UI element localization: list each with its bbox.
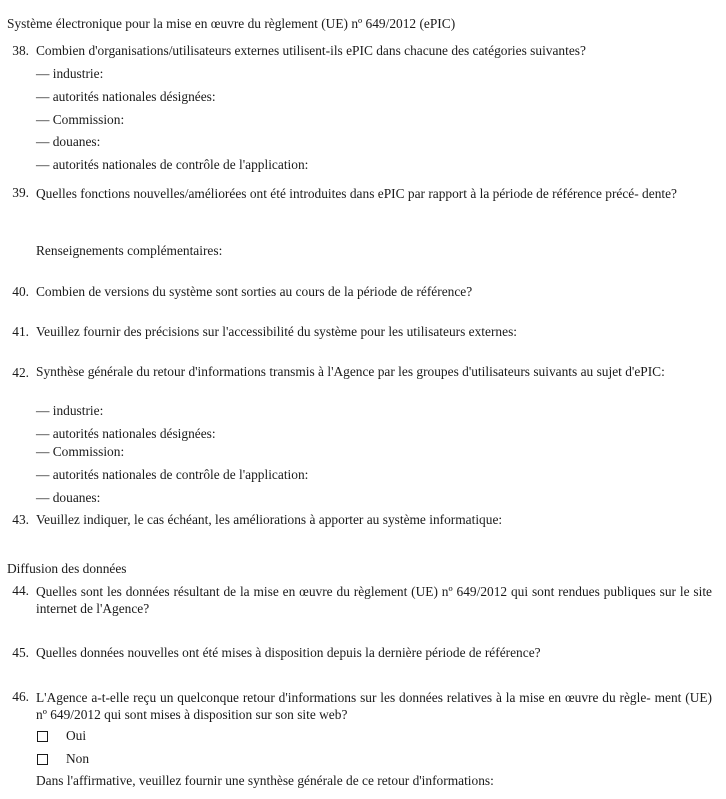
checkbox-non[interactable] xyxy=(37,754,48,765)
q38-item-commission: — Commission: xyxy=(36,112,125,127)
question-42-number: 42. xyxy=(12,365,29,380)
question-46-number: 46. xyxy=(12,689,29,704)
q42-item-autorites-controle: — autorités nationales de contrôle de l'application: xyxy=(36,467,309,482)
question-41-text: Veuillez fournir des précisions sur l'accessibilité du système pour les utilisateurs externes: xyxy=(36,324,518,339)
question-45-number: 45. xyxy=(12,645,29,660)
question-44-number: 44. xyxy=(12,583,29,598)
question-43-number: 43. xyxy=(12,512,29,527)
question-46-followup: Dans l'affirmative, veuillez fournir une synthèse générale de ce retour d'informations: xyxy=(36,773,494,788)
q38-item-autorites-designees: — autorités nationales désignées: xyxy=(36,89,216,104)
q38-item-autorites-controle: — autorités nationales de contrôle de l'application: xyxy=(36,157,309,172)
question-45-text: Quelles données nouvelles ont été mises à disposition depuis la dernière période de référence? xyxy=(36,645,541,660)
page-header: Système électronique pour la mise en œuvre du règlement (UE) nº 649/2012 (ePIC) xyxy=(7,16,456,31)
question-41-number: 41. xyxy=(12,324,29,339)
q42-item-autorites-designees: — autorités nationales désignées: xyxy=(36,426,216,441)
q42-item-commission: — Commission: xyxy=(36,444,125,459)
q38-item-industrie: — industrie: xyxy=(36,66,104,81)
checkbox-non-label: Non xyxy=(66,751,90,766)
question-39-extra: Renseignements complémentaires: xyxy=(36,243,223,258)
question-39-text: Quelles fonctions nouvelles/améliorées ont été introduites dans ePIC par rapport à la période de référence précé- dente? xyxy=(36,186,677,201)
question-39-number: 39. xyxy=(12,185,29,200)
question-38-text: Combien d'organisations/utilisateurs externes utilisent-ils ePIC dans chacune des catégories suivantes? xyxy=(36,43,586,58)
q38-item-douanes: — douanes: xyxy=(36,134,101,149)
question-38-number: 38. xyxy=(12,43,29,58)
question-43-text: Veuillez indiquer, le cas échéant, les améliorations à apporter au système informatique: xyxy=(36,512,503,527)
question-40-number: 40. xyxy=(12,284,29,299)
q42-item-douanes: — douanes: xyxy=(36,490,101,505)
question-40-text: Combien de versions du système sont sorties au cours de la période de référence? xyxy=(36,284,473,299)
checkbox-oui[interactable] xyxy=(37,731,48,742)
question-44-text: Quelles sont les données résultant de la mise en œuvre du règlement (UE) nº 649/2012 qui sont rendues publiques sur le site internet de l'Agence? xyxy=(36,584,712,616)
section-title: Diffusion des données xyxy=(7,561,127,576)
question-46-text: L'Agence a-t-elle reçu un quelconque retour d'informations sur les données relatives à la mise en œuvre du règle- ment (UE) nº 649/2012 qui sont mises à disposition sur son site web? xyxy=(36,690,712,722)
q42-item-industrie: — industrie: xyxy=(36,403,104,418)
checkbox-oui-label: Oui xyxy=(66,728,87,743)
question-42-text: Synthèse générale du retour d'informations transmis à l'Agence par les groupes d'utilisateurs suivants au sujet d'ePIC: xyxy=(36,364,665,379)
